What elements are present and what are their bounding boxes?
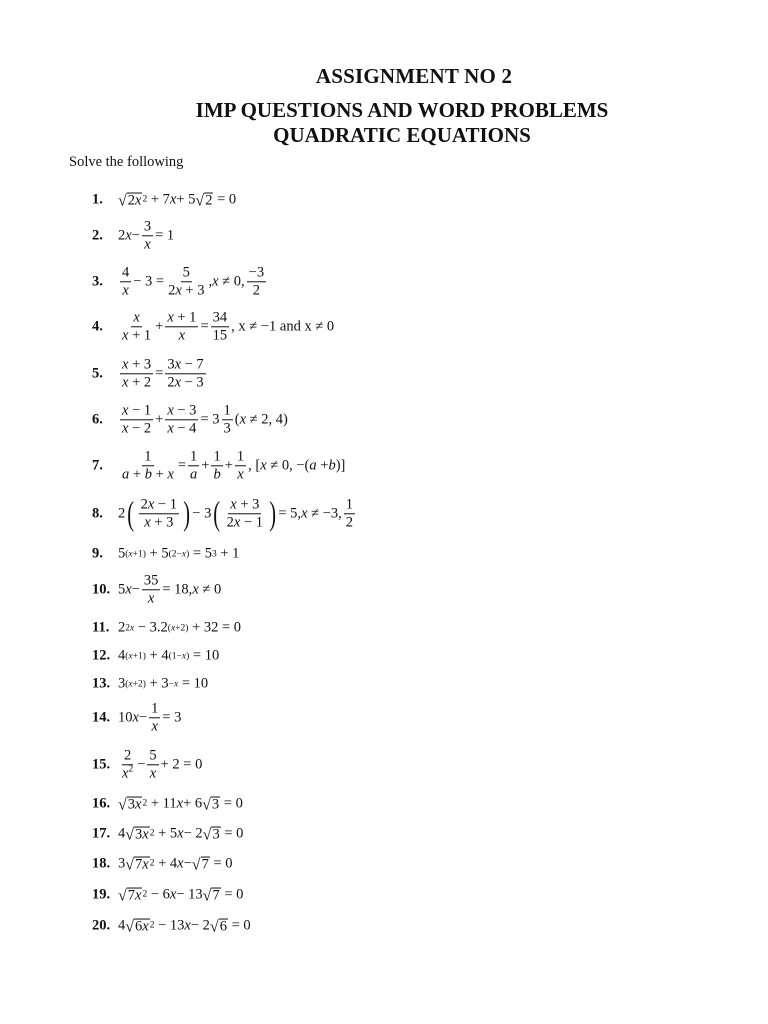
question-1	[92, 191, 236, 210]
question-number: 16.	[92, 795, 111, 812]
equation: √ 7x 2 − 6 x − 13 √ 7 = 0	[118, 886, 244, 905]
question-number: 5.	[92, 365, 103, 382]
question-number: 12.	[92, 647, 111, 664]
question-number: 11.	[92, 619, 110, 636]
question-number: 19.	[92, 886, 111, 903]
question-number: 14.	[92, 709, 111, 726]
subtitle-line-1: IMP QUESTIONS AND WORD PROBLEMS	[195, 98, 609, 122]
equation: 2 x − 3 x = 1	[118, 218, 175, 253]
question-18	[92, 855, 233, 874]
question-number: 15.	[92, 756, 111, 773]
question-4	[92, 309, 334, 344]
equation: 4 √ 6x 2 − 13 x − 2 √ 6 = 0	[118, 917, 251, 936]
question-17	[92, 825, 243, 844]
equation: 4 (x+1) + 4 (1−x) = 10	[118, 647, 220, 664]
question-10	[92, 572, 221, 607]
instruction-text: Solve the following	[69, 154, 184, 170]
question-9	[92, 546, 239, 563]
question-5	[92, 356, 208, 391]
question-number: 18.	[92, 855, 111, 872]
question-number: 6.	[92, 411, 103, 428]
question-6	[92, 402, 288, 437]
question-12	[92, 648, 219, 665]
question-13	[92, 676, 208, 693]
question-8	[92, 496, 357, 531]
equation: 1 a + b + x = 1 a + 1 b + 1 x , [ x ≠ 0, −( a + b )]	[122, 448, 346, 483]
equation: 10 x − 1 x = 3	[118, 700, 182, 735]
question-number: 1.	[92, 191, 103, 208]
assignment-title: ASSIGNMENT NO 2	[315, 64, 513, 88]
equation: √ 2x 2 + 7 x + 5 √ 2 = 0	[118, 191, 237, 210]
equation: 5 x − 35 x = 18, x ≠ 0	[118, 572, 222, 607]
equation: 5 (x+1) + 5 (2−x) = 5 3 + 1	[118, 545, 240, 562]
question-number: 13.	[92, 675, 111, 692]
equation: 3 (x+2) + 3 −x = 10	[118, 675, 209, 692]
question-3	[92, 264, 268, 299]
question-2	[92, 218, 174, 253]
question-15	[92, 747, 202, 782]
equation: 2 $x^2$ − 5 x + 2 = 0	[122, 747, 203, 782]
question-number: 9.	[92, 545, 103, 562]
equation: x x + 1 + x + 1 x = 34 15 , x ≠ −1 and x ≠ 0	[122, 309, 335, 344]
equation: 2 ( 2x − 1 x + 3 ) − 3 ( x + 3 2x − 1 ) = 5, x ≠ −3, 1 2	[118, 495, 354, 532]
equation: 3 √ 7x 2 + 4 x − √ 7 = 0	[118, 855, 233, 874]
question-number: 4.	[92, 318, 103, 335]
question-number: 17.	[92, 825, 111, 842]
question-number: 7.	[92, 457, 103, 474]
question-20	[92, 917, 251, 936]
equation: x + 3 x + 2 = 3x − 7 2x − 3	[122, 356, 204, 391]
question-14	[92, 700, 181, 735]
condition-text: , x ≠ −1 and x ≠ 0	[231, 318, 335, 335]
equation: 4 x − 3 = 5 2x + 3 , x ≠ 0, −3 2	[122, 264, 265, 299]
equation: 2 2x − 3.2 (x+2) + 32 = 0	[118, 619, 242, 636]
question-16	[92, 795, 243, 814]
equation: x − 1 x − 2 + x − 3 x − 4 = 3 1 3 ( x ≠ 2, 4)	[122, 402, 288, 437]
question-number: 20.	[92, 917, 111, 934]
assignment-subtitle	[0, 98, 768, 148]
equation: √ 3x 2 + 11 x + 6 √ 3 = 0	[118, 795, 243, 814]
question-number: 3.	[92, 273, 103, 290]
question-number: 10.	[92, 581, 111, 598]
question-19	[92, 886, 243, 905]
equation: 4 √ 3x 2 + 5 x − 2 √ 3 = 0	[118, 825, 244, 844]
question-11	[92, 620, 241, 637]
subtitle-line-2: QUADRATIC EQUATIONS	[273, 123, 531, 147]
question-number: 8.	[92, 505, 103, 522]
question-7	[92, 448, 345, 483]
question-number: 2.	[92, 227, 103, 244]
